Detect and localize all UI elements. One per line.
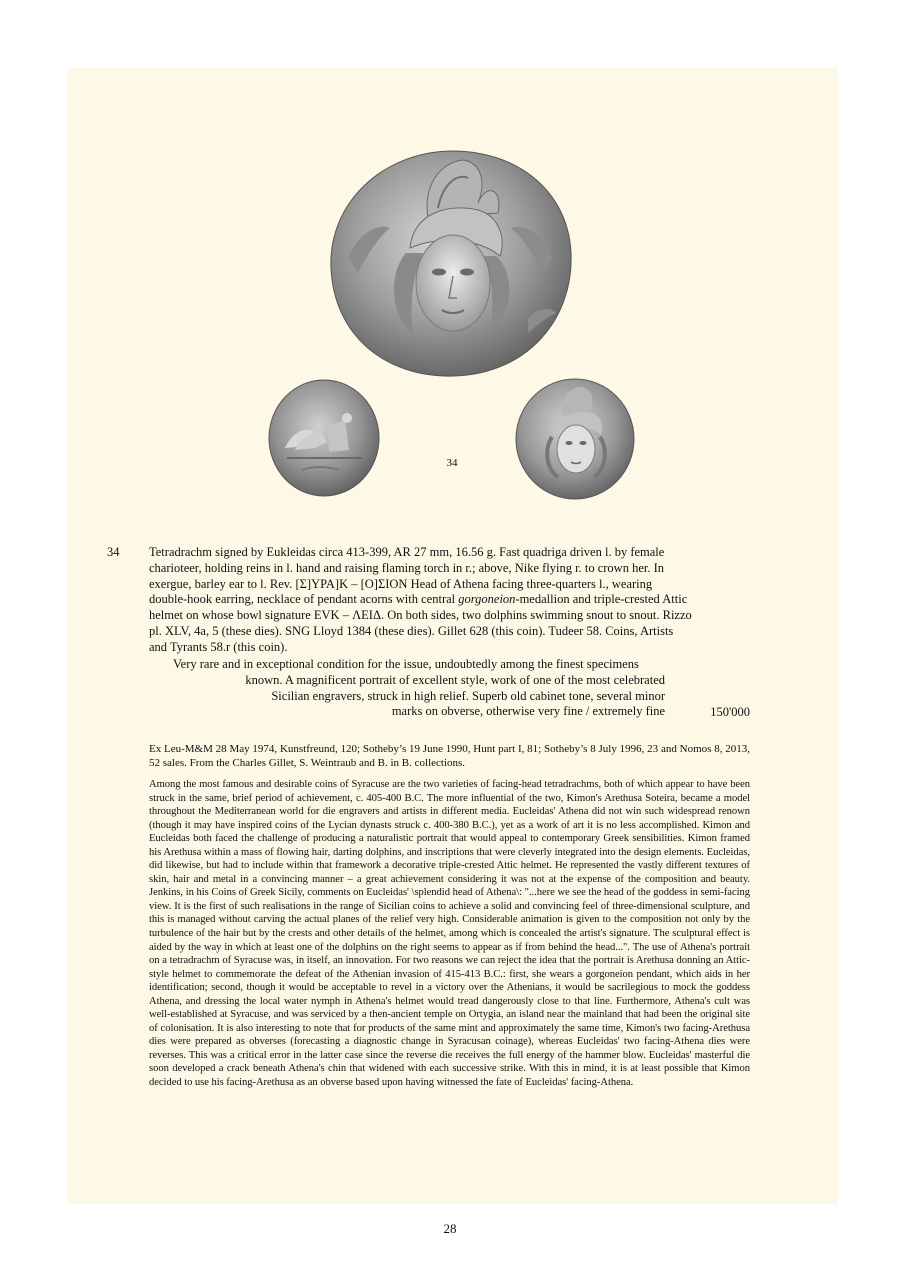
description-line: helmet on whose bowl signature EVK – ΛEIΔ. On both sides, two dolphins swimming snout to snout. Rizzo [149,608,692,623]
page-number: 28 [443,1221,457,1236]
quadriga-obverse-image [267,378,381,498]
description-line: Tetradrachm signed by Eukleidas circa 413-399, AR 27 mm, 16.56 g. Fast quadriga driven l. by female [149,545,665,559]
italic-term: gorgoneion [458,592,516,607]
athena-reverse-image [514,377,636,501]
condition-assessment [149,657,665,720]
commentary-essay: Among the most famous and desirable coins of Syracuse are the two varieties of facing-head tetradrachms, both of which appear to have been struck in the same, brief period of achievement, c. 405-400 B.C. The more influential of the two, Kimon's Arethusa Soteira, became a model throughout the Mediterranean world for die engravers and artists in different media. Eucleidas' Athena did not win such widespread renown (though it may have inspired coins of the Lycian dynasts struck c. 400-380 B.C.), yet as a work of art it is no less accomplished. Kimon and Eucleidas both faced the challenge of producing a naturalistic portrait that would appeal to contemporary Greek sensibilities. Kimon framed his Arethusa within a mass of flowing hair, darting dolphins, and inscriptions that were cleverly integrated into the design elements. Eucleidas, did likewise, but had to include within that framework a decorative triple-crested Attic helmet. He represented the vastly different textures of skin, hair and metal in a convincing manner – a great achievement considering it was not at the expense of the composition and beauty. Jenkins, in his Coins of Greek Sicily, comments on Eucleidas' \splendid head of Athena\: "...here we see the head of the goddess in semi-facing view. It is the first of such realisations in the range of Sicilian coins to achieve a solid and convincing feel of three-dimensional sculpture, and this is managed without carving the actual planes of the relief very high. Considerable animation is given to the composition not only by the turbulence of the hair but by the crests and other details of the helmet, among which is concealed the artist's signature. The sculptural effect is aided by the way in which at least one of the dolphins on the right seems to appear as if from behind the head...". The use of Athena's portrait on a tetradrachm of Syracuse was, in itself, an innovation. For two reasons we can reject the idea that the portrait is Arethusa donning an Attic-style helmet to commemorate the defeat of the Athenian invasion of 415-413 B.C.: first, she wears a gorgoneion pendant, which aids in her identification; second, though it would be acceptable to revel in a victory over the Athenians, it would be sacrilegious to mock the goddess Athena, and dressing the local water nymph in Athena's helmet would tread dangerously close to that line. Furthermore, Athena's cult was well-established at Syracuse, and was serviced by a then-ancient temple on Ortygia, an island near the mainland that had been the original site of colonisation. It is also interesting to note that for products of the same mint and approximately the same time, Kimon's two facing-Arethusa dies were prepared as obverses (forecasting a diagnostic change in Syracusan coinage), whereas Eucleidas' two facing-Athena dies were reverses. This was a critical error in the latter case since the reverse die receives the full energy of the hammer blow. Eucleidas' masterful die soon developed a crack beneath Athena's chin that widened with each successive strike. With this in mind, it is at least possible that Kimon decided to use his facing-Arethusa as an obverse based upon having witnessed the fate of Eucleidas' facing-Athena. [149,779,750,1089]
lot-description [149,545,750,656]
assessment-line: marks on obverse, otherwise very fine / extremely fine [391,704,665,719]
provenance-text: Ex Leu-M&M 28 May 1974, Kunstfreund, 120; Sotheby’s 19 June 1990, Hunt part I, 81; Sotheby’s 8 July 1996, 23 and Nomos 8, 2013, 52 sales. From the Charles Gillet, S. Weintraub and B. in B. collections. [149,743,750,769]
athena-reverse-enlarged-image [328,148,574,378]
assessment-line: Sicilian engravers, struck in high relief. Superb old cabinet tone, several minor [271,688,665,703]
lot-caption-number: 34 [446,457,458,469]
assessment-line: known. A magnificent portrait of excellent style, work of one of the most celebrated [245,672,665,687]
description-line: double-hook earring, necklace of pendant acorns with central gorgoneion-medallion and triple-crested Attic [149,592,688,607]
assessment-line: Very rare and in exceptional condition for the issue, undoubtedly among the finest specimens [173,657,639,671]
description-line: pl. XLV, 4a, 5 (these dies). SNG Lloyd 1384 (these dies). Gillet 628 (this coin). Tudeer 58. Coins, Artists [149,623,674,638]
description-line: charioteer, holding reins in l. hand and raising flaming torch in r.; above, Nike flying r. to crown her. In [149,560,664,575]
lot-number: 34 [107,545,120,559]
description-line: and Tyrants 58.r (this coin). [149,639,288,654]
estimate-price: 150'000 [710,705,750,719]
description-line: exergue, barley ear to l. Rev. [Σ]YPA]K – [O]ΣION Head of Athena facing three-quarters l., wearing [149,576,653,591]
